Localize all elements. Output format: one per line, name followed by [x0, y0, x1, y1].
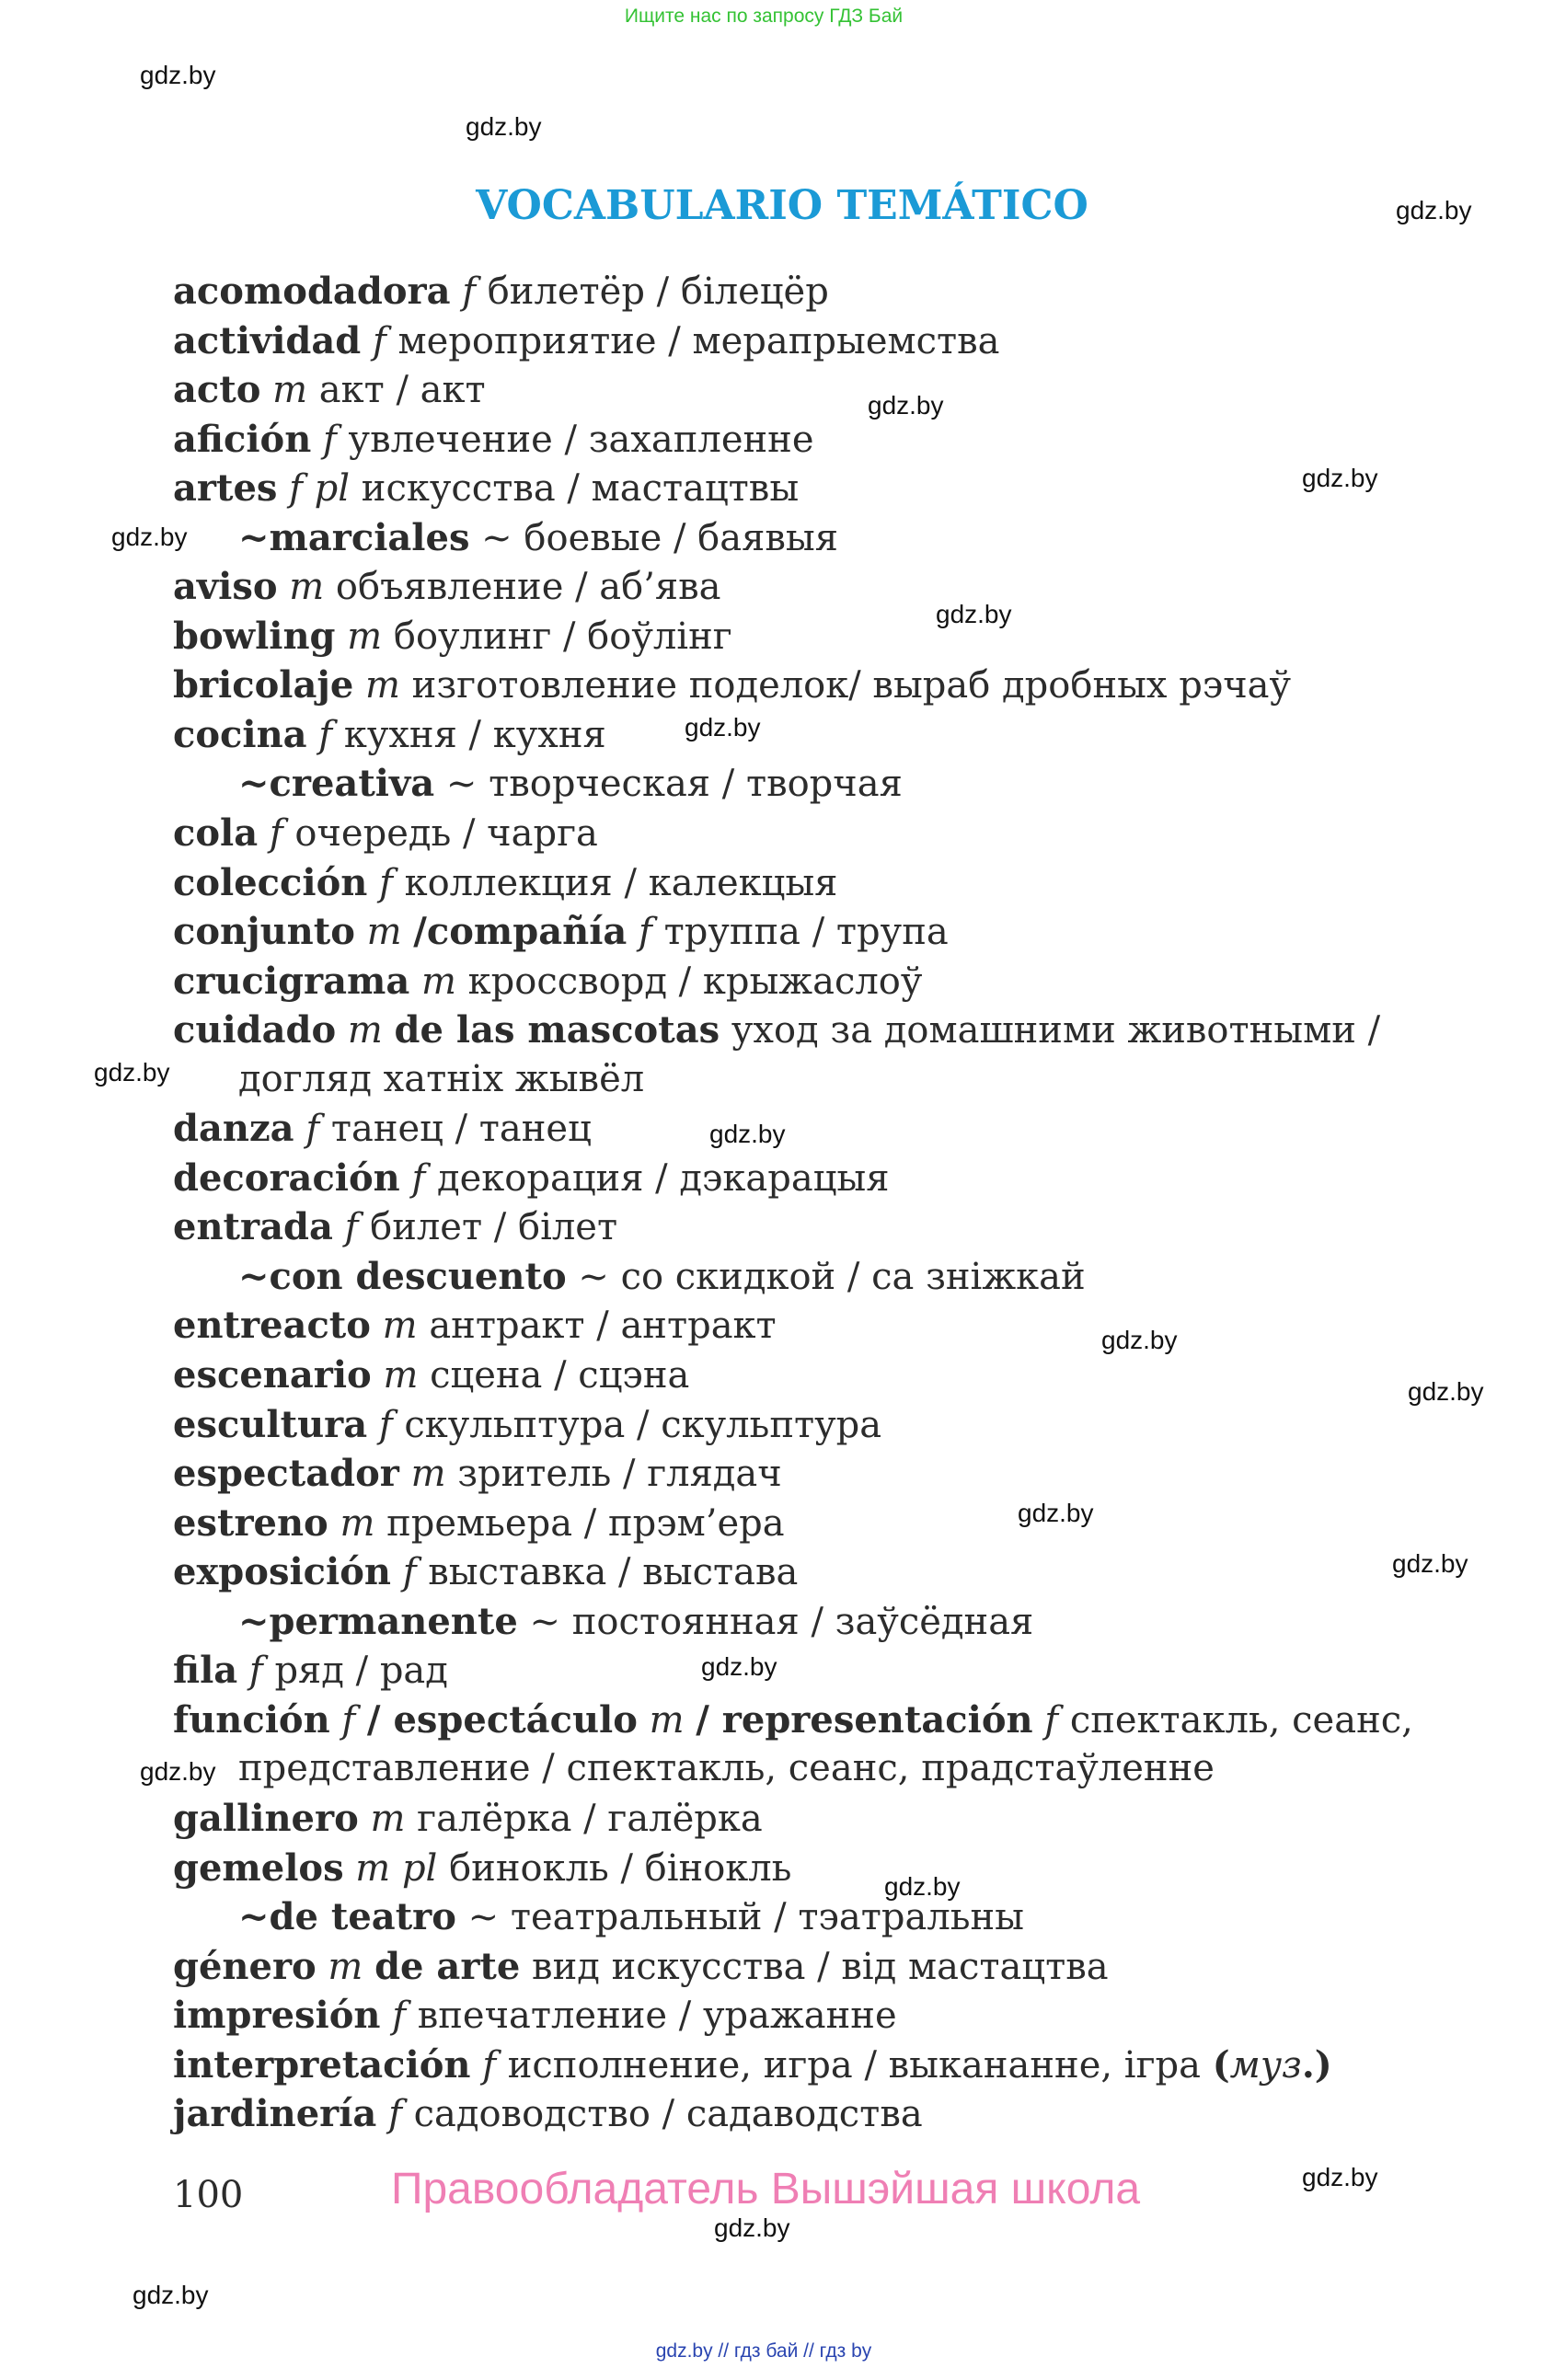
translation: билет / білет: [370, 1206, 618, 1249]
grammar-mark: m pl: [343, 1846, 450, 1890]
grammar-mark: m: [358, 1797, 418, 1840]
vocab-subentry: [173, 1597, 1498, 1647]
watermark-text: gdz.by: [714, 2213, 790, 2242]
grammar-mark: m: [637, 1698, 697, 1742]
headword: entreacto: [173, 1304, 371, 1348]
grammar-mark: f: [237, 1650, 275, 1693]
headword: ~de teatro: [238, 1895, 456, 1939]
translation: сцена / сцэна: [430, 1354, 690, 1397]
grammar-mark: m: [260, 369, 319, 412]
vocab-entry: [173, 858, 1498, 908]
headword: colección: [173, 860, 368, 904]
headword: estreno: [173, 1500, 328, 1545]
grammar-mark: m: [316, 1945, 375, 1988]
grammar-mark: f: [1032, 1698, 1070, 1742]
translation: вид искусства / від мастацтва: [520, 1945, 1109, 1988]
grammar-mark: f: [399, 1156, 437, 1200]
search-hint-banner: Ищите нас по запросу ГДЗ Бай: [624, 6, 904, 27]
page-title: VOCABULARIO TEMÁTICO: [476, 182, 1088, 229]
translation: объявление / аб’ява: [335, 566, 721, 609]
watermark-text: gdz.by: [868, 391, 944, 420]
vocab-entry: [173, 1991, 1498, 2041]
grammar-mark: f: [450, 270, 488, 313]
translation: боулинг / боўлінг: [393, 615, 732, 658]
grammar-mark: f: [380, 1995, 418, 2038]
grammar-mark: f: [367, 1403, 405, 1446]
watermark-text: gdz.by: [132, 2281, 209, 2309]
grammar-mark: m: [354, 911, 414, 954]
vocab-entry: [173, 2041, 1498, 2090]
grammar-mark: m: [398, 1453, 458, 1496]
watermark-text: gdz.by: [1018, 1499, 1094, 1527]
headword: cola: [173, 811, 259, 856]
vocab-entry: [173, 267, 1498, 316]
headword: gallinero: [173, 1796, 359, 1840]
headword: / espectáculo: [366, 1697, 638, 1742]
vocab-entry: [173, 1844, 1498, 1893]
grammar-mark: f: [332, 1206, 371, 1249]
grammar-mark: m: [353, 664, 412, 707]
headword: crucigrama: [173, 959, 410, 1003]
grammar-mark: m: [371, 1354, 431, 1397]
vocab-entry: [173, 1154, 1498, 1203]
grammar-mark: m: [370, 1305, 430, 1348]
headword: actividad: [173, 318, 362, 362]
vocab-entry: [173, 907, 1498, 957]
grammar-mark: f: [294, 1108, 331, 1151]
grammar-mark: m: [409, 960, 468, 1003]
headword: ~permanente: [238, 1599, 518, 1643]
vocab-subentry: [173, 1252, 1498, 1302]
watermark-text: gdz.by: [884, 1872, 961, 1901]
headword: jardinería: [173, 2092, 377, 2136]
headword: cocina: [173, 712, 307, 756]
translation: танец / танец: [330, 1108, 592, 1151]
headword: acomodadora: [173, 270, 451, 313]
headword: espectador: [173, 1452, 399, 1496]
translation: ~ постоянная / заўсёдная: [517, 1600, 1034, 1643]
translation: искусства / мастацтвы: [361, 467, 800, 511]
headword: fila: [173, 1649, 238, 1693]
grammar-mark: f: [390, 1551, 429, 1594]
translation: декорация / дэкарацыя: [437, 1156, 890, 1200]
grammar-mark: муз: [1229, 2043, 1302, 2087]
translation: очередь / чарга: [294, 812, 598, 856]
headword: .): [1301, 2042, 1332, 2087]
translation: выставка / выстава: [428, 1551, 799, 1594]
headword: bowling: [173, 614, 336, 658]
vocab-entry: [173, 1794, 1498, 1844]
headword: acto: [173, 368, 261, 412]
grammar-mark: f: [627, 911, 664, 954]
grammar-mark: f: [367, 861, 405, 904]
vocab-entry: [173, 710, 1498, 760]
grammar-mark: m: [335, 615, 394, 658]
headword: exposición: [173, 1550, 391, 1594]
watermark-text: gdz.by: [1302, 2163, 1378, 2191]
translation: скульптура / скульптура: [404, 1403, 882, 1446]
headword: gemelos: [173, 1845, 344, 1890]
headword: cuidado: [173, 1008, 337, 1052]
translation: кроссворд / крыжаслоў: [467, 960, 923, 1003]
vocab-entry: [173, 2089, 1498, 2139]
headword: escenario: [173, 1353, 372, 1397]
vocab-entry: [173, 1301, 1498, 1351]
headword: interpretación: [173, 2042, 471, 2087]
translation: акт / акт: [318, 369, 486, 412]
translation: галёрка / галёрка: [417, 1797, 763, 1840]
translation: увлечение / захапленне: [348, 418, 814, 461]
headword: artes: [173, 466, 278, 511]
headword: aviso: [173, 565, 278, 609]
vocab-entry: [173, 1006, 1498, 1055]
translation: ~ творческая / творчая: [434, 763, 903, 806]
headword: impresión: [173, 1994, 381, 2038]
vocab-entry: [173, 1547, 1498, 1597]
site-links-footer: gdz.by // гдз бай // гдз by: [655, 2340, 872, 2362]
grammar-mark: m: [328, 1501, 387, 1545]
grammar-mark: f: [258, 812, 295, 856]
grammar-mark: f: [306, 713, 344, 756]
headword: / representación: [696, 1697, 1033, 1742]
vocab-entry: [173, 1696, 1498, 1745]
watermark-text: gdz.by: [140, 1757, 216, 1786]
vocab-entry: [173, 365, 1498, 415]
translation: кухня / кухня: [343, 713, 606, 756]
page-number: 100: [173, 2174, 244, 2216]
vocab-entry: [173, 1202, 1498, 1252]
headword: de arte: [374, 1944, 521, 1988]
translation: изготовление поделок/ выраб дробных рэчаў: [411, 664, 1292, 707]
grammar-mark: f: [311, 418, 349, 461]
vocab-entry: [173, 415, 1498, 465]
vocab-entry: [173, 661, 1498, 710]
watermark-text: gdz.by: [1302, 464, 1378, 492]
translation: впечатление / уражанне: [417, 1995, 897, 2038]
headword: escultura: [173, 1402, 368, 1446]
vocabulary-list: [173, 267, 1498, 2139]
watermark-text: gdz.by: [1392, 1549, 1468, 1578]
headword: ~marciales: [238, 515, 470, 559]
vocab-subentry: [173, 513, 1498, 563]
translation: исполнение, игра / выкананне, ігра: [507, 2043, 1213, 2087]
watermark-text: gdz.by: [140, 61, 216, 89]
watermark-text: gdz.by: [1101, 1326, 1178, 1354]
watermark-text: gdz.by: [701, 1652, 777, 1681]
translation: антракт / антракт: [429, 1305, 777, 1348]
translation: мероприятие / мерапрыемства: [397, 319, 1000, 362]
translation: зритель / глядач: [457, 1453, 782, 1496]
grammar-mark: m: [336, 1009, 395, 1052]
vocab-subentry: [173, 1892, 1498, 1942]
headword: ~creativa: [238, 762, 435, 806]
watermark-text: gdz.by: [685, 713, 761, 742]
translation: спектакль, сеанс,: [1069, 1698, 1413, 1742]
vocab-entry: [173, 1449, 1498, 1499]
vocab-entry: [173, 1104, 1498, 1154]
translation: догляд хатніх жывёл: [238, 1057, 645, 1100]
translation: билетёр / білецёр: [487, 270, 829, 313]
translation: ~ театральный / тэатральны: [455, 1896, 1025, 1939]
vocab-subentry: [173, 1744, 1498, 1794]
headword: bricolaje: [173, 663, 354, 707]
vocab-entry: [173, 809, 1498, 858]
grammar-mark: m: [277, 566, 336, 609]
translation: ~ со скидкой / са зніжкай: [566, 1255, 1086, 1298]
copyright-notice: Правообладатель Вышэйшая школа: [390, 2165, 1141, 2213]
translation: представление / спектакль, сеанс, прадстаўленне: [238, 1747, 1215, 1790]
watermark-text: gdz.by: [466, 112, 542, 141]
translation: бинокль / бінокль: [449, 1846, 792, 1890]
watermark-text: gdz.by: [1408, 1377, 1484, 1406]
watermark-text: gdz.by: [94, 1058, 170, 1087]
translation: коллекция / калекцыя: [404, 861, 838, 904]
headword: /compañía: [413, 910, 628, 954]
vocab-entry: [173, 1400, 1498, 1450]
vocab-entry: [173, 562, 1498, 612]
grammar-mark: f: [329, 1698, 367, 1742]
headword: decoración: [173, 1156, 400, 1200]
headword: afición: [173, 417, 312, 461]
vocab-entry: [173, 1351, 1498, 1400]
translation: ряд / рад: [274, 1650, 448, 1693]
grammar-mark: f: [470, 2043, 508, 2087]
headword: ~con descuento: [238, 1254, 567, 1298]
watermark-text: gdz.by: [709, 1120, 786, 1148]
vocab-entry: [173, 1942, 1498, 1992]
headword: función: [173, 1697, 330, 1742]
translation: премьера / прэм’ера: [386, 1501, 785, 1545]
vocab-entry: [173, 1646, 1498, 1696]
translation: труппа / трупа: [663, 911, 949, 954]
grammar-mark: f pl: [277, 467, 362, 511]
headword: conjunto: [173, 910, 355, 954]
vocab-entry: [173, 1499, 1498, 1548]
grammar-mark: f: [361, 319, 398, 362]
headword: entrada: [173, 1205, 333, 1249]
watermark-text: gdz.by: [936, 600, 1012, 628]
vocab-entry: [173, 316, 1498, 366]
vocab-entry: [173, 957, 1498, 1006]
translation: уход за домашними животными /: [720, 1009, 1381, 1052]
translation: садоводство / садаводства: [413, 2093, 923, 2136]
translation: ~ боевые / баявыя: [469, 516, 838, 559]
headword: de las mascotas: [394, 1008, 720, 1052]
vocab-subentry: [173, 759, 1498, 809]
vocab-entry: [173, 612, 1498, 661]
grammar-mark: f: [376, 2093, 414, 2136]
watermark-text: gdz.by: [111, 523, 188, 551]
vocab-entry: [173, 464, 1498, 513]
headword: danza: [173, 1107, 294, 1151]
watermark-text: gdz.by: [1396, 196, 1472, 224]
headword: (: [1212, 2042, 1230, 2087]
vocab-subentry: [173, 1055, 1498, 1105]
headword: género: [173, 1944, 317, 1988]
